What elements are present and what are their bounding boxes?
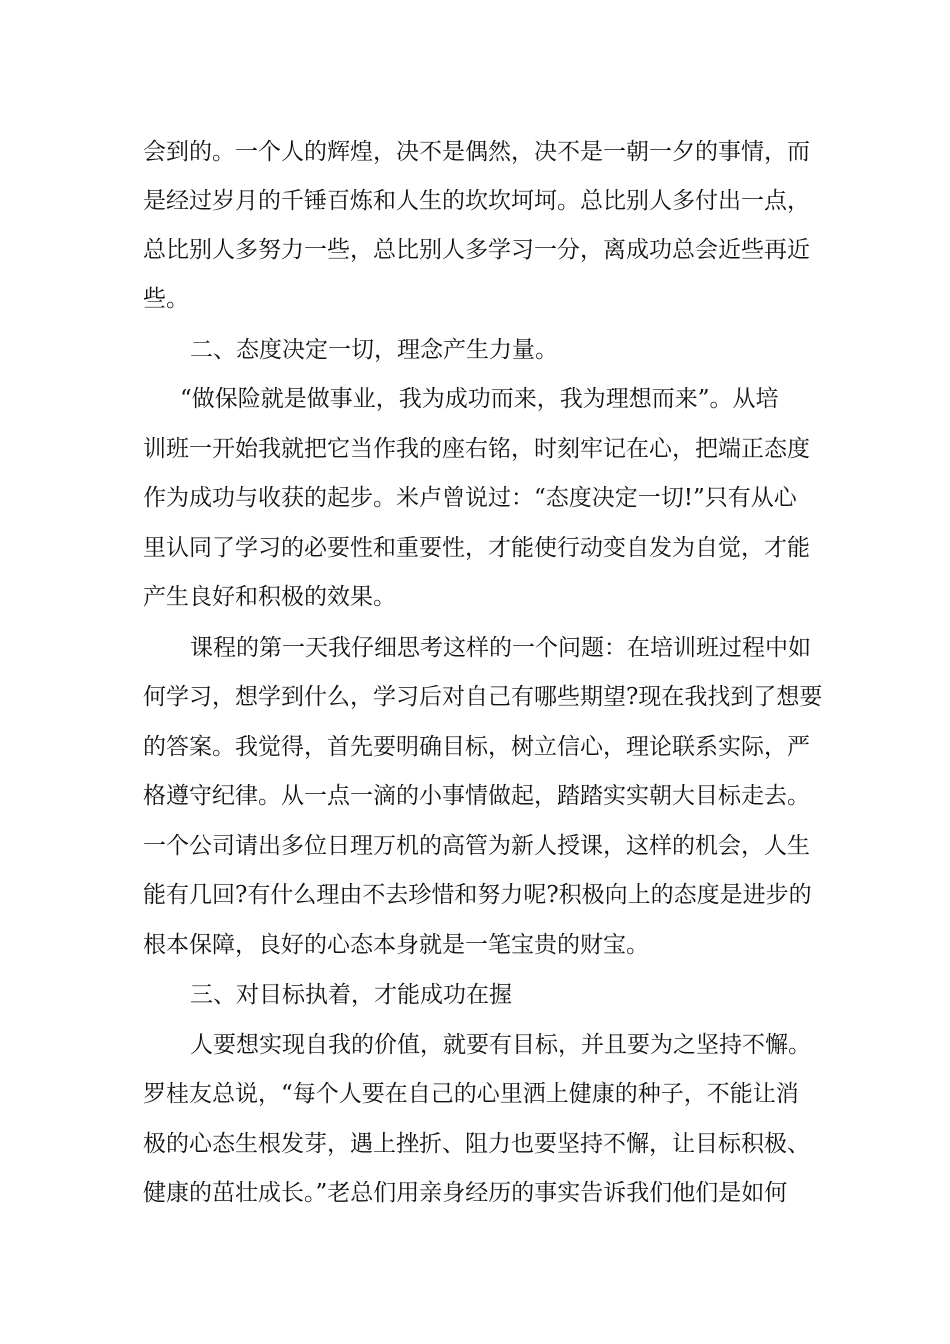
text-line: 产生良好和积极的效果。 xyxy=(143,584,396,610)
text-line: 作为成功与收获的起步。米卢曾说过：“态度决定一切!”只有从心 xyxy=(143,485,797,511)
text-line: 是经过岁月的千锤百炼和人生的坎坎坷坷。总比别人多付出一点， xyxy=(143,188,810,214)
text-line: 极的心态生根发芽，遇上挫折、阻力也要坚持不懈，让目标积极、 xyxy=(143,1131,810,1157)
text-line: 格遵守纪律。从一点一滴的小事情做起，踏踏实实朝大目标走去。 xyxy=(143,783,810,809)
text-line: 课程的第一天我仔细思考这样的一个问题：在培训班过程中如 xyxy=(190,635,811,661)
text-line: 罗桂友总说，“每个人要在自己的心里洒上健康的种子，不能让消 xyxy=(143,1081,799,1107)
section-heading-3: 三、对目标执着，才能成功在握 xyxy=(190,982,512,1008)
text-line: 总比别人多努力一些，总比别人多学习一分，离成功总会近些再近 xyxy=(143,237,810,263)
text-line: 能有几回?有什么理由不去珍惜和努力呢?积极向上的态度是进步的 xyxy=(143,882,812,908)
text-line: 些。 xyxy=(143,286,189,312)
text-line: 一个公司请出多位日理万机的高管为新人授课，这样的机会，人生 xyxy=(143,833,810,859)
text-line: 健康的茁壮成长。”老总们用亲身经历的事实告诉我们他们是如何 xyxy=(143,1180,788,1206)
text-line: 的答案。我觉得，首先要明确目标，树立信心，理论联系实际，严 xyxy=(143,734,810,760)
text-line: 里认同了学习的必要性和重要性，才能使行动变自发为自觉，才能 xyxy=(143,535,810,561)
text-line: 何学习，想学到什么，学习后对自己有哪些期望?现在我找到了想要 xyxy=(143,684,823,710)
text-line: 根本保障，良好的心态本身就是一笔宝贵的财宝。 xyxy=(143,932,649,958)
text-line: 训班一开始我就把它当作我的座右铭，时刻牢记在心，把端正态度 xyxy=(143,436,810,462)
text-line: 人要想实现自我的价值，就要有目标，并且要为之坚持不懈。 xyxy=(190,1032,811,1058)
section-heading-2: 二、态度决定一切，理念产生力量。 xyxy=(190,337,558,363)
text-line: “做保险就是做事业，我为成功而来，我为理想而来”。从培 xyxy=(180,386,779,412)
text-line: 会到的。一个人的辉煌，决不是偶然，决不是一朝一夕的事情，而 xyxy=(143,139,810,165)
